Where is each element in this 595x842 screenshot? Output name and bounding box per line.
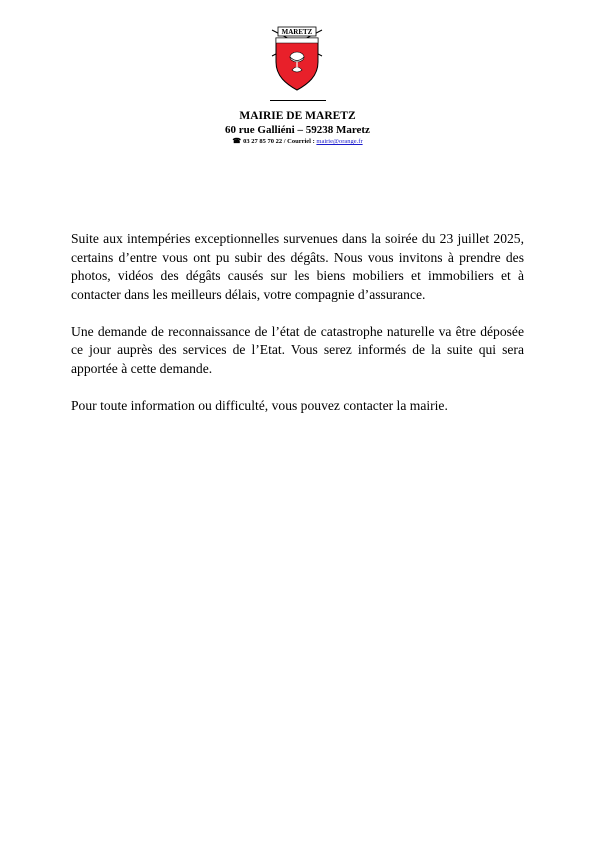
paragraph-catastrophe-request: Une demande de reconnaissance de l’état de catastrophe naturelle va être déposée ce jour auprès des services de l’Etat. Vous serez informés de la suite qui sera apportée à cette demande. (71, 323, 524, 376)
letter-body (71, 230, 524, 434)
coat-of-arms-logo (268, 26, 326, 92)
contact-prefix: 03 27 85 70 22 / Courriel : (243, 138, 317, 145)
paragraph-damage-notice: Suite aux intempéries exceptionnelles survenues dans la soirée du 23 juillet 2025, certains d’entre vous ont pu subir des dégâts. Nous vous invitons à prendre des photos, vidéos des dégâts causés sur les biens mobiliers et immobiliers et à contacter dans les meilleurs délais, votre compagnie d’assurance. (71, 231, 524, 302)
paragraph-contact-mairie: Pour toute information ou difficulté, vous pouvez contacter la mairie. (71, 397, 448, 413)
letterhead-divider (270, 100, 326, 101)
email-link[interactable]: mairie@orange.fr (316, 138, 363, 145)
town-hall-address: 60 rue Galliéni – 59238 Maretz (225, 124, 370, 136)
town-hall-name: MAIRIE DE MARETZ (239, 110, 356, 122)
telephone-icon: ☎ (232, 137, 242, 145)
crest-banner-text: MARETZ (281, 28, 313, 37)
contact-line (0, 137, 595, 146)
